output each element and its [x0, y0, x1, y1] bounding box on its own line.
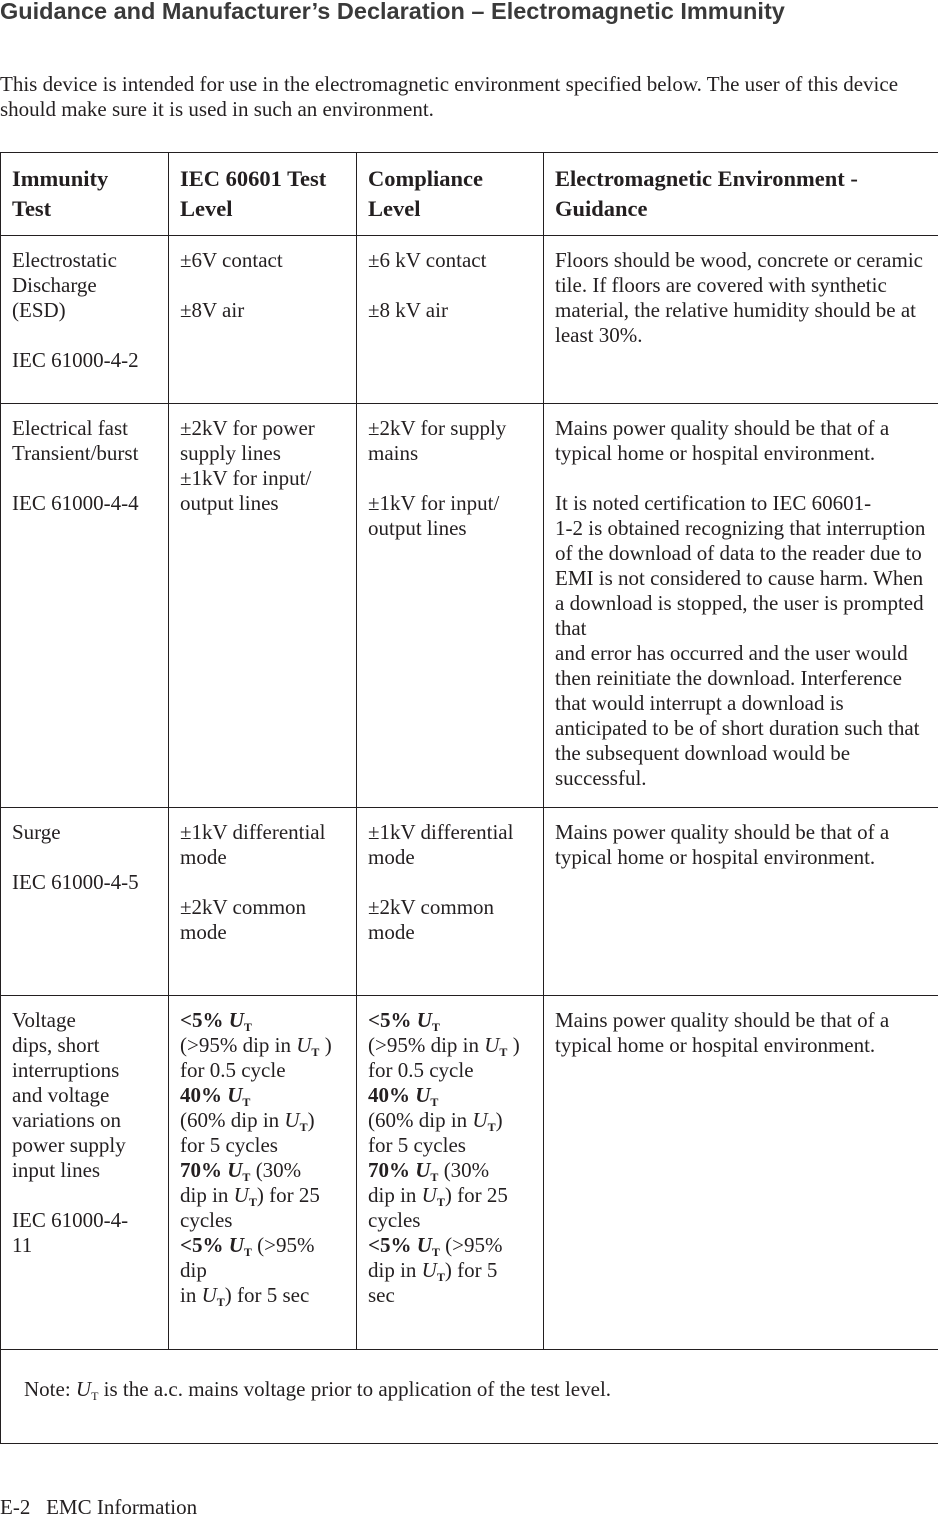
text-segment: <5% — [368, 1233, 417, 1257]
cell-compliance — [357, 996, 544, 1350]
header-guidance: Electromagnetic Environment - Guidance — [544, 153, 938, 236]
note-row — [1, 1350, 938, 1444]
cell-guidance: Mains power quality should be that of a typical home or hospital environment. — [544, 996, 938, 1350]
text-segment: for 5 cycles — [180, 1133, 278, 1157]
text-segment: U — [422, 1183, 437, 1207]
page-title: Guidance and Manufacturer’s Declaration – Electromagnetic Immunity — [0, 0, 785, 25]
table-row — [1, 808, 938, 996]
intro-paragraph: This device is intended for use in the electromagnetic environment specified below. The user of this device should make sure it is used in such an environment. — [0, 72, 930, 122]
text-segment: (>95% — [440, 1233, 503, 1257]
cell-guidance: Floors should be wood, concrete or ceramic tile. If floors are covered with synthetic material, the relative humidity should be at least 30%. — [544, 236, 938, 404]
cell-test-level: ±6V contact ±8V air — [169, 236, 357, 404]
cell-test-level — [169, 996, 357, 1350]
subscript: T — [311, 1045, 319, 1059]
cell-guidance: Mains power quality should be that of a typical home or hospital environment. It is noted certification to IEC 60601- 1-2 is obtained recognizing that interruption of the download of data to the reader due to EMI is not considered to cause harm. When a download is stopped, the user is prompted that and error has occurred and the user would then reinitiate the download. Interference that would interrupt a download is anticipated to be of short duration such that the subsequent download would be successful. — [544, 404, 938, 808]
subscript: T — [430, 1095, 438, 1109]
cell-guidance: Mains power quality should be that of a typical home or hospital environment. — [544, 808, 938, 996]
text-line — [368, 1283, 533, 1308]
text-line — [368, 1058, 533, 1083]
text-line — [180, 1158, 346, 1183]
text-segment: in — [180, 1283, 202, 1307]
text-segment: U — [415, 1158, 430, 1182]
text-segment: (60% dip in — [180, 1108, 284, 1132]
text-segment: U — [229, 1008, 244, 1032]
header-iec-test-level: IEC 60601 Test Level — [169, 153, 357, 236]
text-segment: ) — [507, 1033, 519, 1057]
text-line — [180, 1208, 346, 1233]
text-segment: ) — [496, 1108, 503, 1132]
text-segment: (60% dip in — [368, 1108, 472, 1132]
text-segment: dip — [180, 1258, 207, 1282]
subscript: T — [217, 1295, 225, 1309]
table-row — [1, 236, 938, 404]
text-segment: U — [229, 1233, 244, 1257]
text-segment: for 0.5 cycle — [180, 1058, 286, 1082]
text-line — [368, 1158, 533, 1183]
text-segment: ) — [308, 1108, 315, 1132]
text-segment: ) for 25 — [445, 1183, 508, 1207]
text-line — [368, 1008, 533, 1033]
subscript: T — [432, 1245, 440, 1259]
text-line — [180, 1258, 346, 1283]
text-segment: U — [227, 1158, 242, 1182]
text-line — [180, 1133, 346, 1158]
text-segment: (>95% dip in — [180, 1033, 296, 1057]
text-segment: for 0.5 cycle — [368, 1058, 474, 1082]
subscript: T — [499, 1045, 507, 1059]
immunity-table — [0, 152, 938, 1444]
note-text: is the a.c. mains voltage prior to application of the test level. — [98, 1377, 611, 1401]
subscript: T — [244, 1020, 252, 1034]
text-segment: <5% — [368, 1008, 417, 1032]
table-row — [1, 996, 938, 1350]
text-segment: (30% — [250, 1158, 301, 1182]
text-line — [180, 1033, 346, 1058]
cell-compliance: ±1kV differential mode ±2kV common mode — [357, 808, 544, 996]
text-segment: U — [296, 1033, 311, 1057]
text-segment: U — [202, 1283, 217, 1307]
subscript: T — [242, 1170, 250, 1184]
text-segment: ) — [319, 1033, 331, 1057]
text-line — [368, 1233, 533, 1258]
header-immunity-test: Immunity Test — [1, 153, 169, 236]
note-cell — [1, 1350, 938, 1444]
page-footer: E-2 EMC Information — [0, 1495, 197, 1520]
subscript: T — [244, 1245, 252, 1259]
text-line — [368, 1258, 533, 1283]
text-segment: cycles — [180, 1208, 232, 1232]
subscript: T — [488, 1120, 496, 1134]
subscript: T — [437, 1270, 445, 1284]
text-segment: U — [422, 1258, 437, 1282]
text-segment: U — [472, 1108, 487, 1132]
text-line — [368, 1208, 533, 1233]
text-segment: (>95% dip in — [368, 1033, 484, 1057]
text-segment: 40% — [180, 1083, 227, 1107]
text-segment: ) for 5 — [445, 1258, 497, 1282]
table-row — [1, 404, 938, 808]
text-line — [180, 1183, 346, 1208]
cell-test: Electrical fast Transient/burst IEC 61000-4-4 — [1, 404, 169, 808]
text-segment: 40% — [368, 1083, 415, 1107]
text-line — [180, 1283, 346, 1308]
text-segment: U — [417, 1008, 432, 1032]
text-segment: (>95% — [252, 1233, 315, 1257]
text-segment: sec — [368, 1283, 395, 1307]
text-segment: U — [415, 1083, 430, 1107]
text-line — [180, 1008, 346, 1033]
text-line — [180, 1058, 346, 1083]
text-segment: ) for 25 — [257, 1183, 320, 1207]
subscript: T — [432, 1020, 440, 1034]
text-segment: dip in — [368, 1258, 422, 1282]
text-segment: 70% — [180, 1158, 227, 1182]
table-header-row — [1, 153, 938, 236]
subscript: T — [437, 1195, 445, 1209]
text-segment: 70% — [368, 1158, 415, 1182]
subscript: T — [242, 1095, 250, 1109]
text-line — [368, 1083, 533, 1108]
text-segment: U — [417, 1233, 432, 1257]
note-symbol: U — [76, 1377, 91, 1401]
text-segment: ) for 5 sec — [225, 1283, 310, 1307]
text-segment: for 5 cycles — [368, 1133, 466, 1157]
text-line — [368, 1133, 533, 1158]
note-prefix: Note: — [24, 1377, 76, 1401]
text-segment: dip in — [368, 1183, 422, 1207]
text-segment: cycles — [368, 1208, 420, 1232]
cell-test-level: ±2kV for power supply lines ±1kV for input/ output lines — [169, 404, 357, 808]
text-segment: dip in — [180, 1183, 234, 1207]
text-segment: U — [227, 1083, 242, 1107]
subscript: T — [300, 1120, 308, 1134]
note-subscript: T — [91, 1389, 98, 1403]
subscript: T — [430, 1170, 438, 1184]
text-line — [180, 1108, 346, 1133]
text-line — [180, 1233, 346, 1258]
text-segment: <5% — [180, 1008, 229, 1032]
cell-compliance: ±6 kV contact ±8 kV air — [357, 236, 544, 404]
cell-test: Surge IEC 61000-4-5 — [1, 808, 169, 996]
cell-test: Electrostatic Discharge (ESD) IEC 61000-4-2 — [1, 236, 169, 404]
text-segment: U — [284, 1108, 299, 1132]
text-segment: (30% — [438, 1158, 489, 1182]
text-line — [368, 1108, 533, 1133]
cell-test: Voltage dips, short interruptions and voltage variations on power supply input lines IEC 61000-4- 11 — [1, 996, 169, 1350]
subscript: T — [249, 1195, 257, 1209]
cell-compliance: ±2kV for supply mains ±1kV for input/ output lines — [357, 404, 544, 808]
text-segment: U — [234, 1183, 249, 1207]
text-segment: U — [484, 1033, 499, 1057]
text-line — [368, 1183, 533, 1208]
header-compliance-level: Compliance Level — [357, 153, 544, 236]
cell-test-level: ±1kV differential mode ±2kV common mode — [169, 808, 357, 996]
text-line — [180, 1083, 346, 1108]
text-segment: <5% — [180, 1233, 229, 1257]
text-line — [368, 1033, 533, 1058]
